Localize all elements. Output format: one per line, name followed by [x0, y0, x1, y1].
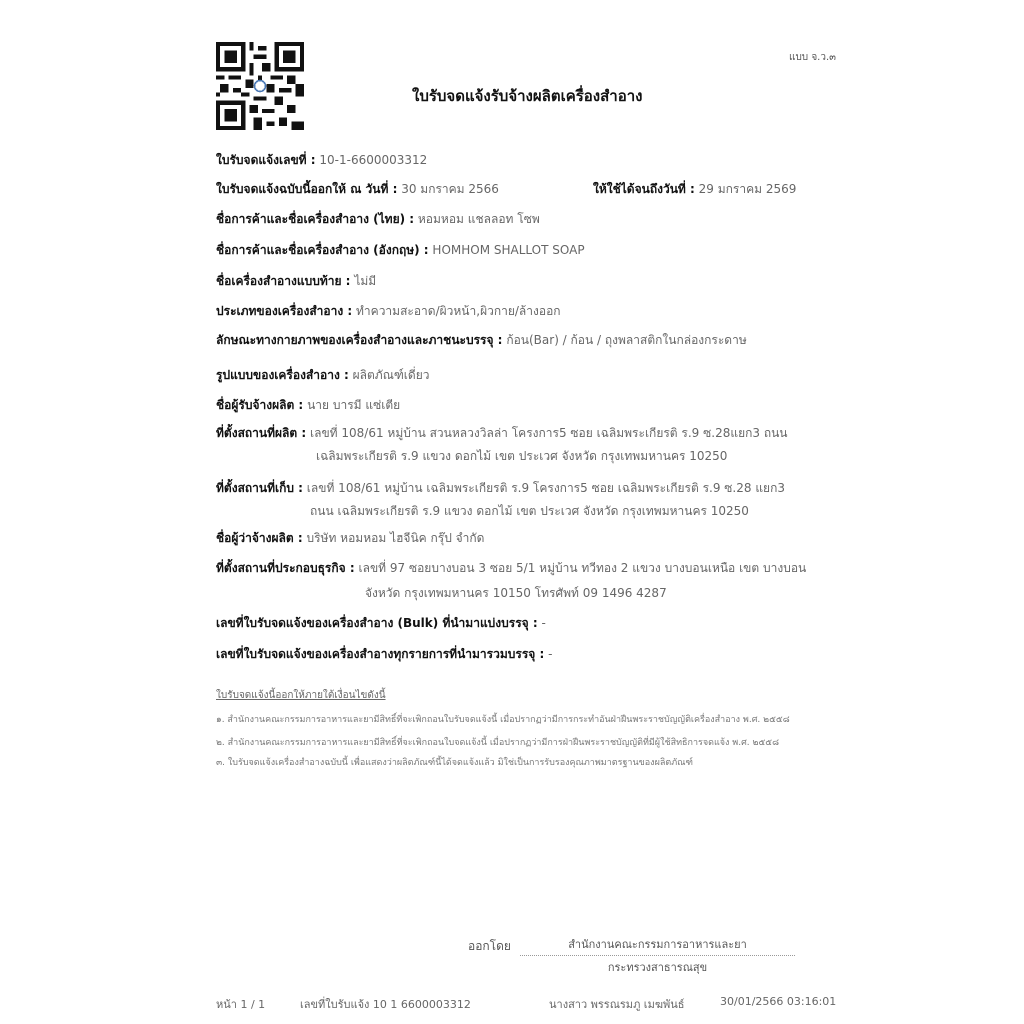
variant-name-row — [216, 272, 376, 291]
document-title: ใบรับจดแจ้งรับจ้างผลิตเครื่องสำอาง — [412, 87, 643, 105]
cosmetic-type-row — [216, 302, 561, 321]
manufacturer-name: นาย บารมี แซ่เตีย — [307, 398, 401, 412]
valid-until-label: ให้ใช้ได้จนถึงวันที่ : — [593, 182, 695, 196]
receipt-number: 10-1-6600003312 — [319, 153, 428, 167]
storage-site-line-2: ถนน เฉลิมพระเกียรติ ร.9 แขวง ดอกไม้ เขต ประเวศ จังหวัด กรุงเทพมหานคร 10250 — [310, 504, 749, 518]
print-timestamp: 30/01/2566 03:16:01 — [720, 995, 837, 1008]
combined-notification-row — [216, 645, 552, 664]
business-site-row — [216, 559, 806, 578]
form-code: แบบ จ.ว.๓ — [789, 52, 836, 63]
valid-until-row — [593, 180, 796, 199]
issued-by-label: ออกโดย — [468, 939, 511, 953]
condition-item: ๑. สำนักงานคณะกรรมการอาหารและยามีสิทธิ์ที่จะเพิกถอนใบรับจดแจ้งนี้ เมื่อปรากฏว่ามีการกระทำอันฝ่าฝืนพระราชบัญญัติเครื่องสำอาง พ.ศ. ๒๕๕๘ — [216, 715, 790, 725]
cosmetic-type: ทำความสะอาด/ผิวหน้า,ผิวกาย/ล้างออก — [356, 304, 561, 318]
condition-item: ๓. ใบรับจดแจ้งเครื่องสำอางฉบับนี้ เพื่อแสดงว่าผลิตภัณฑ์นี้ได้จดแจ้งแล้ว มิใช่เป็นการรับรองคุณภาพมาตรฐานของผลิตภัณฑ์ — [216, 758, 693, 768]
storage-site-row — [216, 479, 785, 498]
manufacturing-site-label: ที่ตั้งสถานที่ผลิต : — [216, 426, 307, 440]
trade-name-thai-row — [216, 210, 540, 229]
variant-name: ไม่มี — [354, 274, 377, 288]
manufacturing-site-line-1: เลขที่ 108/61 หมู่บ้าน สวนหลวงวิลล่า โครงการ5 ซอย เฉลิมพระเกียรติ ร.9 ซ.28แยก3 ถนน — [310, 426, 788, 440]
valid-until-date: 29 มกราคม 2569 — [698, 182, 797, 196]
issued-date-label: ใบรับจดแจ้งฉบับนี้ออกให้ ณ วันที่ : — [216, 182, 398, 196]
trade-name-english-label: ชื่อการค้าและชื่อเครื่องสำอาง (อังกฤษ) : — [216, 243, 429, 257]
storage-site-line-1: เลขที่ 108/61 หมู่บ้าน เฉลิมพระเกียรติ ร.9 โครงการ5 ซอย เฉลิมพระเกียรติ ร.9 ซ.28 แยก3 — [306, 481, 785, 495]
trade-name-thai: หอมหอม แชลลอท โซพ — [417, 212, 540, 226]
combined-notification-label: เลขที่ใบรับจดแจ้งของเครื่องสำอางทุกรายการที่นำมารวมบรรจุ : — [216, 647, 545, 661]
business-site-label: ที่ตั้งสถานที่ประกอบธุรกิจ : — [216, 561, 355, 575]
officer-name: นางสาว พรรณรมภู เมฆพันธ์ — [549, 998, 685, 1011]
business-site-line-1: เลขที่ 97 ซอยบางบอน 3 ซอย 5/1 หมู่บ้าน ทวีทอง 2 แขวง บางบอนเหนือ เขต บางบอน — [358, 561, 807, 575]
page-number: หน้า 1 / 1 — [216, 998, 266, 1011]
footer-reference: เลขที่ใบรับแจ้ง 10 1 6600003312 — [300, 998, 471, 1011]
trade-name-english-row — [216, 241, 585, 260]
bulk-notification-row — [216, 614, 546, 633]
qr-code-icon — [216, 42, 304, 130]
issuing-agency: สำนักงานคณะกรรมการอาหารและยา — [520, 935, 795, 956]
issued-date: 30 มกราคม 2566 — [401, 182, 499, 196]
manufacturer-row — [216, 396, 400, 415]
manufacturing-site-line-2: เฉลิมพระเกียรติ ร.9 แขวง ดอกไม้ เขต ประเวศ จังหวัด กรุงเทพมหานคร 10250 — [316, 449, 728, 463]
receipt-number-label: ใบรับจดแจ้งเลขที่ : — [216, 153, 316, 167]
combined-notification-value: - — [548, 647, 553, 661]
hirer-name: บริษัท หอมหอม ไฮจีนิค กรุ๊ป จำกัด — [306, 531, 485, 545]
receipt-number-row — [216, 151, 427, 170]
business-site-line-2: จังหวัด กรุงเทพมหานคร 10150 โทรศัพท์ 09 1496 4287 — [365, 586, 667, 600]
bulk-notification-value: - — [541, 616, 546, 630]
product-form: ผลิตภัณฑ์เดี่ยว — [352, 368, 430, 382]
physical-form-row — [216, 331, 747, 350]
storage-site-label: ที่ตั้งสถานที่เก็บ : — [216, 481, 303, 495]
trade-name-thai-label: ชื่อการค้าและชื่อเครื่องสำอาง (ไทย) : — [216, 212, 415, 226]
variant-name-label: ชื่อเครื่องสำอางแบบท้าย : — [216, 274, 351, 288]
issued-date-row — [216, 180, 499, 199]
physical-form-label: ลักษณะทางกายภาพของเครื่องสำอางและภาชนะบรรจุ : — [216, 333, 503, 347]
conditions-heading: ใบรับจดแจ้งนี้ออกให้ภายใต้เงื่อนไขดังนี้ — [216, 690, 386, 701]
manufacturing-site-row — [216, 424, 788, 443]
hirer-label: ชื่อผู้ว่าจ้างผลิต : — [216, 531, 303, 545]
physical-form: ก้อน(Bar) / ก้อน / ถุงพลาสติกในกล่องกระดาษ — [506, 333, 747, 347]
ministry-name: กระทรวงสาธารณสุข — [607, 961, 708, 974]
product-form-label: รูปแบบของเครื่องสำอาง : — [216, 368, 349, 382]
cosmetic-type-label: ประเภทของเครื่องสำอาง : — [216, 304, 353, 318]
product-form-row — [216, 366, 429, 385]
hirer-row — [216, 529, 484, 548]
trade-name-english: HOMHOM SHALLOT SOAP — [432, 243, 585, 257]
condition-item: ๒. สำนักงานคณะกรรมการอาหารและยามีสิทธิ์ที่จะเพิกถอนใบจดแจ้งนี้ เมื่อปรากฏว่ามีการฝ่าฝืนพระราชบัญญัติที่มีผู้ใช้สิทธิการจดแจ้ง พ.ศ. ๒๕๕๘ — [216, 738, 780, 748]
bulk-notification-label: เลขที่ใบรับจดแจ้งของเครื่องสำอาง (Bulk) ที่นำมาแบ่งบรรจุ : — [216, 616, 538, 630]
manufacturer-label: ชื่อผู้รับจ้างผลิต : — [216, 398, 304, 412]
